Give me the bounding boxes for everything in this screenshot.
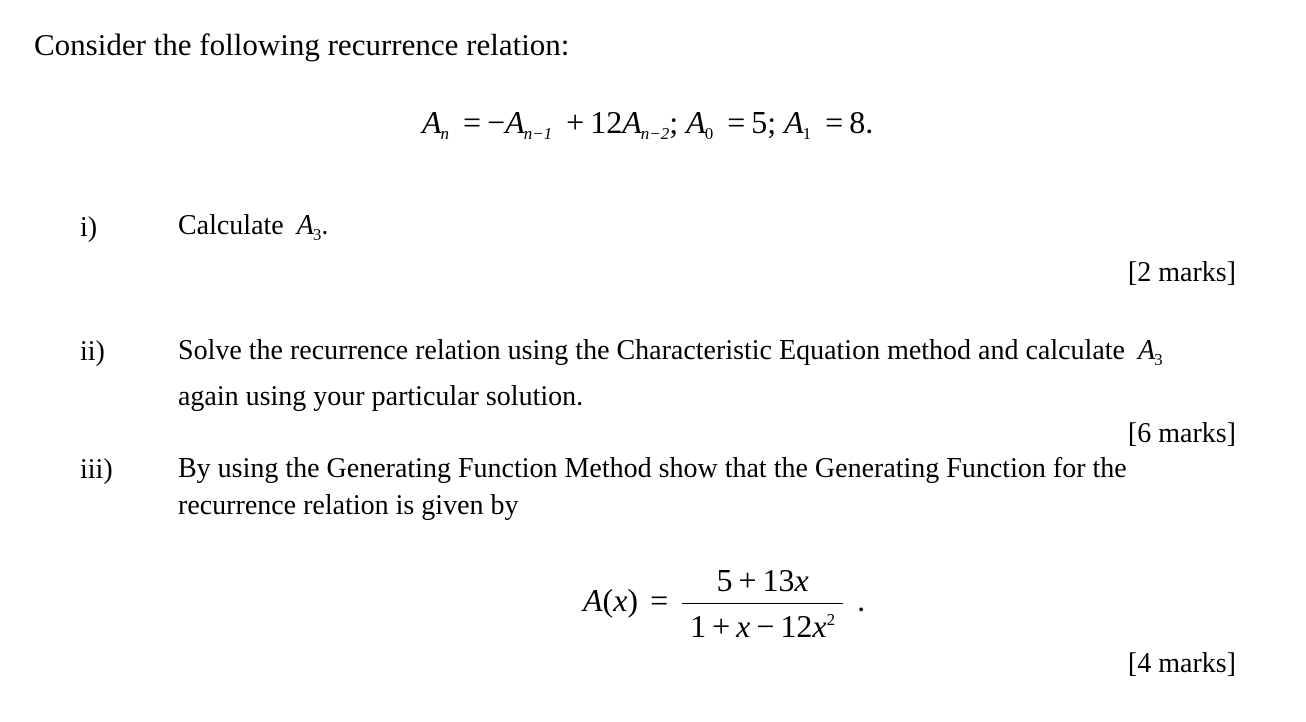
part-ii-sub-3: 3 xyxy=(1154,349,1163,369)
eq-equals: = xyxy=(825,104,844,140)
gf-den-x: x xyxy=(736,608,751,644)
part-i-question xyxy=(178,210,328,242)
part-i-text: Calculate xyxy=(178,210,284,241)
gf-den-exponent: 2 xyxy=(826,610,836,630)
eq-sub-1: 1 xyxy=(802,123,812,143)
gf-numerator xyxy=(682,562,843,603)
eq-sub-n-minus-2: n−2 xyxy=(640,123,670,143)
eq-sub-0: 0 xyxy=(704,123,714,143)
gf-symbol-A: A xyxy=(583,581,603,618)
part-iii-line-2: recurrence relation is given by xyxy=(178,490,519,521)
part-ii-line-1 xyxy=(178,335,1163,367)
eq-coefficient: 12 xyxy=(590,104,623,140)
eq-symbol-A: A xyxy=(622,104,642,140)
gf-paren-open: ( xyxy=(602,581,614,618)
part-iii-line-1: By using the Generating Function Method show that the Generating Function for the xyxy=(178,453,1127,484)
part-ii-marks: [6 marks] xyxy=(1127,418,1236,449)
eq-semicolon: ; xyxy=(669,104,679,140)
part-i-symbol-A: A xyxy=(296,210,314,241)
part-iii-marks: [4 marks] xyxy=(1127,648,1236,679)
eq-symbol-A: A xyxy=(686,104,706,140)
gf-variable-x: x xyxy=(613,581,628,618)
intro-text: Consider the following recurrence relation: xyxy=(34,27,570,62)
gf-den-plus: + xyxy=(712,608,731,644)
eq-equals: = xyxy=(463,104,482,140)
gf-den-const: 1 xyxy=(690,608,707,644)
gf-num-plus: + xyxy=(738,562,757,598)
eq-symbol-A: A xyxy=(422,104,442,140)
eq-sub-n-minus-1: n−1 xyxy=(523,123,553,143)
part-iii-label: iii) xyxy=(80,454,113,485)
part-ii-line-2: again using your particular solution. xyxy=(178,381,584,412)
gf-paren-close: ) xyxy=(627,581,639,618)
gf-equals: = xyxy=(650,581,669,618)
eq-initial-value-0: 5; xyxy=(751,104,777,140)
eq-plus: + xyxy=(566,104,585,140)
gf-period: . xyxy=(857,581,866,618)
eq-equals: = xyxy=(727,104,746,140)
gf-denominator xyxy=(682,604,843,645)
part-ii-text-1: Solve the recurrence relation using the Characteristic Equation method and calculate xyxy=(178,335,1125,366)
recurrence-equation xyxy=(422,104,873,141)
part-i-marks: [2 marks] xyxy=(1127,257,1236,288)
eq-initial-value-1: 8. xyxy=(849,104,874,140)
gf-num-coef: 13 xyxy=(762,562,795,598)
eq-symbol-A: A xyxy=(784,104,804,140)
part-i-sub-3: 3 xyxy=(312,224,322,244)
eq-sub-n: n xyxy=(440,123,450,143)
gf-den-x-squared: x xyxy=(812,608,827,644)
part-ii-label: ii) xyxy=(80,336,105,367)
generating-function-equation xyxy=(583,562,865,645)
eq-symbol-A: A xyxy=(505,104,525,140)
gf-den-minus: − xyxy=(756,608,775,644)
gf-num-const: 5 xyxy=(716,562,733,598)
part-i-period: . xyxy=(321,210,329,241)
gf-den-coef: 12 xyxy=(780,608,813,644)
part-i-label: i) xyxy=(80,212,98,243)
gf-num-x: x xyxy=(794,562,809,598)
part-ii-symbol-A: A xyxy=(1137,335,1156,366)
gf-fraction xyxy=(682,562,843,645)
eq-minus: − xyxy=(487,104,506,140)
